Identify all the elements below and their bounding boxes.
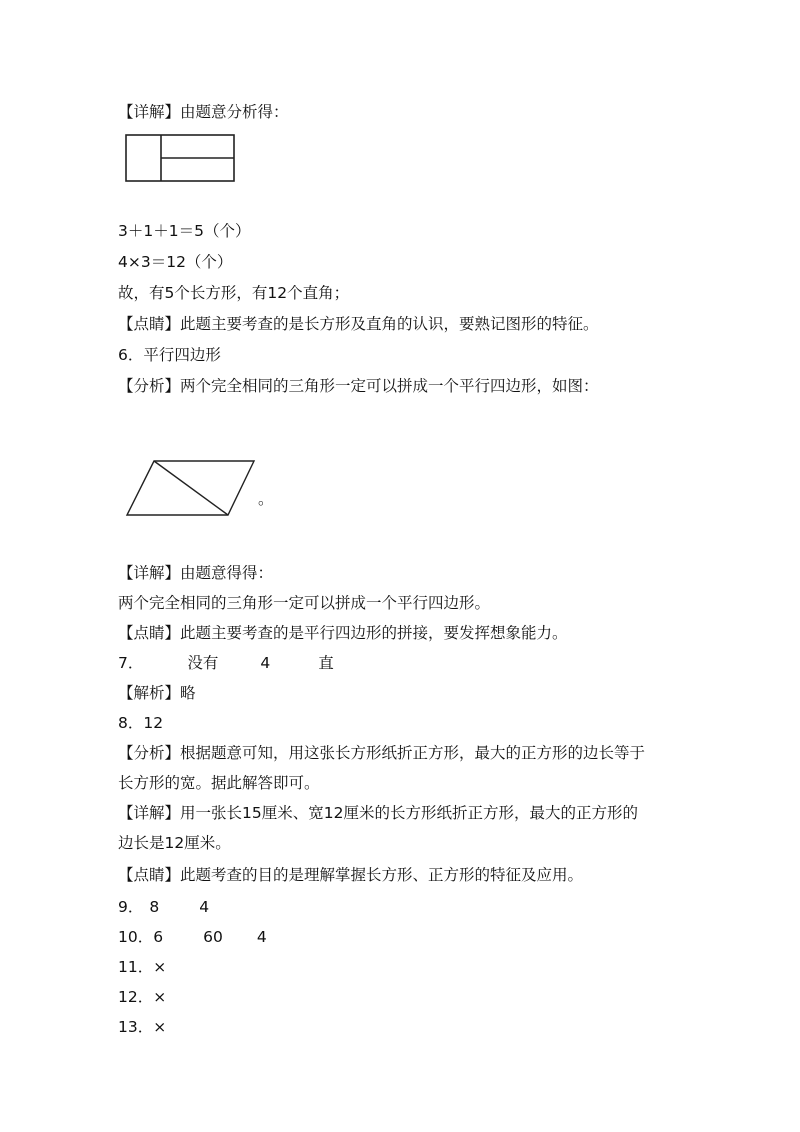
detail-8-line-1: 【详解】用一张长15厘米、宽12厘米的长方形纸折正方形，最大的正方形的 — [118, 804, 638, 822]
comment-6: 【点睛】此题主要考查的是平行四边形的拼接，要发挥想象能力。 — [118, 624, 568, 642]
detail-heading-1: 【详解】由题意分析得： — [118, 103, 289, 121]
calc-right-angles: 4×3＝12（个） — [118, 253, 233, 271]
answer-11: 11．× — [118, 958, 167, 976]
detail-8-line-2: 边长是12厘米。 — [118, 834, 231, 852]
q7-answer-3: 直 — [318, 654, 334, 672]
conclusion: 故，有5个长方形，有12个直角； — [118, 284, 350, 302]
rectangle-figure — [125, 134, 237, 184]
answer-12: 12．× — [118, 988, 167, 1006]
q7-answer-2: 4 — [260, 654, 271, 672]
q9-number: 9． — [118, 898, 144, 916]
comment-5: 【点睛】此题主要考查的是长方形及直角的认识，要熟记图形的特征。 — [118, 315, 599, 333]
answer-8: 8．12 — [118, 714, 164, 732]
q9-answer-1: 8 — [149, 898, 160, 916]
q10-answer-2: 60 — [203, 928, 223, 946]
explanation-7: 【解析】略 — [118, 684, 196, 702]
comment-8: 【点睛】此题考查的目的是理解掌握长方形、正方形的特征及应用。 — [118, 866, 584, 884]
analysis-8-line-2: 长方形的宽。据此解答即可。 — [118, 774, 320, 792]
q7-number: 7． — [118, 654, 144, 672]
parallelogram-figure — [124, 458, 274, 520]
q9-answer-2: 4 — [199, 898, 210, 916]
calc-rectangles: 3＋1＋1＝5（个） — [118, 222, 251, 240]
q10-answer-1: 6 — [153, 928, 164, 946]
answer-9 — [118, 896, 209, 918]
q10-answer-3: 4 — [256, 928, 267, 946]
answer-7 — [118, 652, 334, 674]
answer-10 — [118, 926, 267, 948]
analysis-6: 【分析】两个完全相同的三角形一定可以拼成一个平行四边形，如图： — [118, 377, 599, 395]
figure-period: 。 — [258, 490, 274, 508]
detail-6: 两个完全相同的三角形一定可以拼成一个平行四边形。 — [118, 594, 491, 612]
answer-13: 13．× — [118, 1018, 167, 1036]
answer-6: 6．平行四边形 — [118, 346, 221, 364]
detail-heading-6: 【详解】由题意得得： — [118, 564, 274, 582]
analysis-8-line-1: 【分析】根据题意可知，用这张长方形纸折正方形，最大的正方形的边长等于 — [118, 744, 646, 762]
q7-answer-1: 没有 — [187, 654, 219, 672]
parallelogram-diagonal — [154, 461, 228, 515]
q10-number: 10． — [118, 928, 154, 946]
